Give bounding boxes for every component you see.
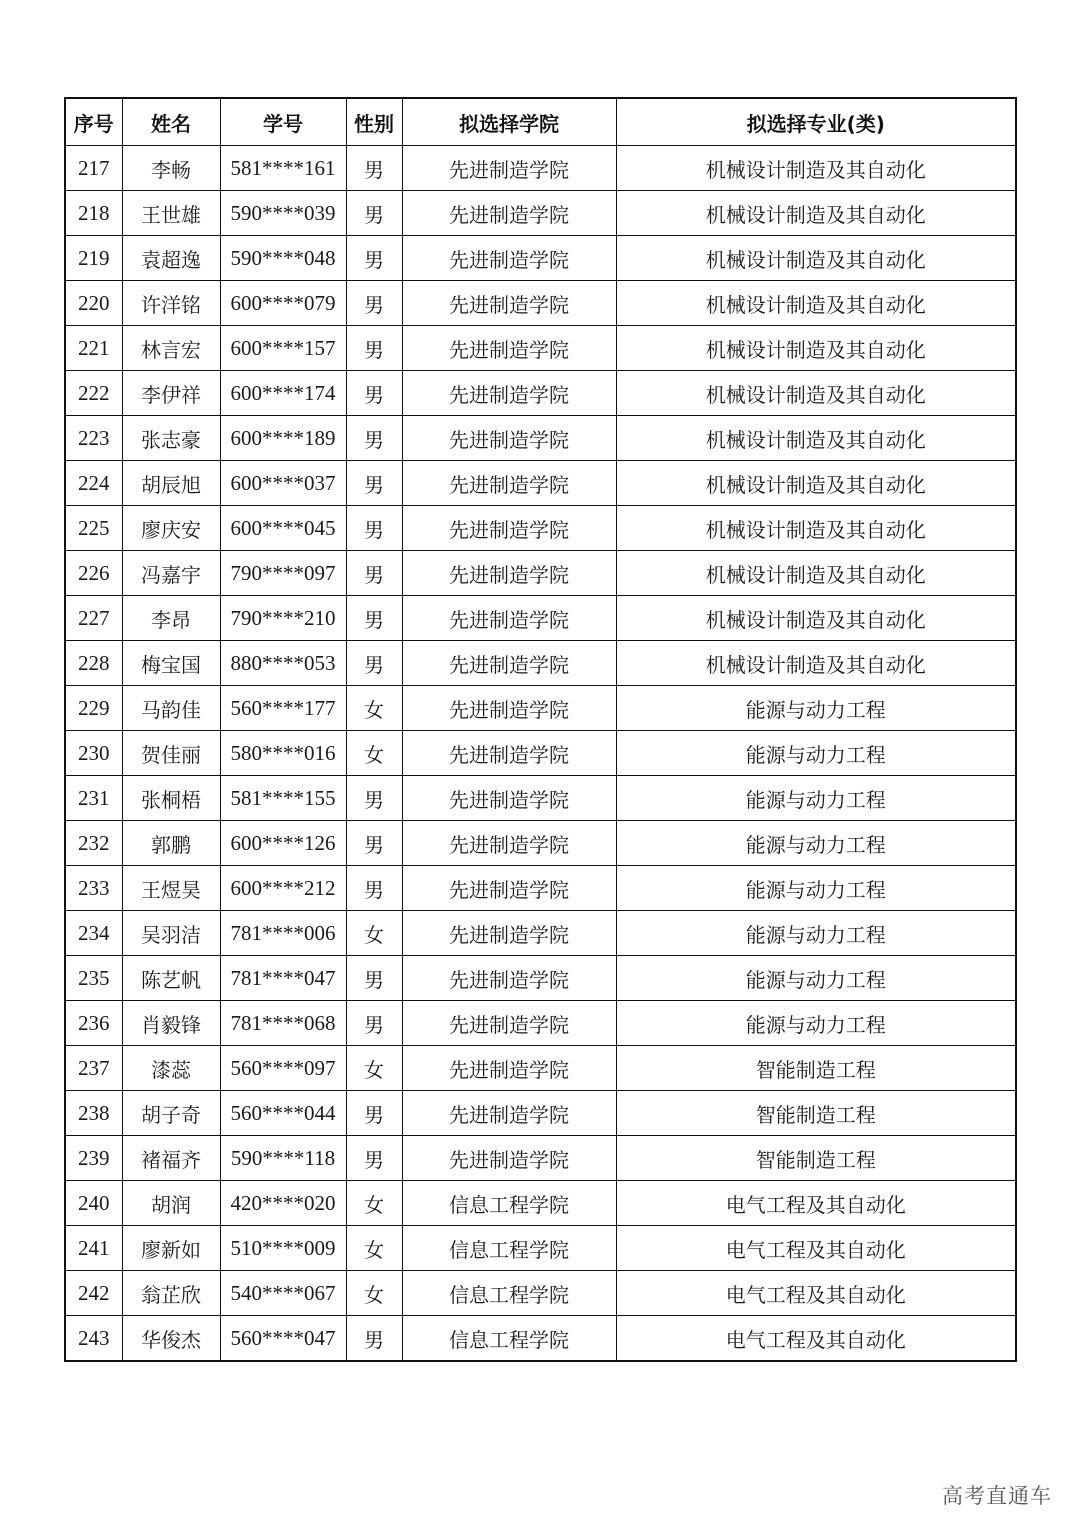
cell-student-id: 560****047 [220,1316,346,1362]
cell-college: 先进制造学院 [402,956,616,1001]
cell-major: 能源与动力工程 [616,866,1016,911]
cell-name: 张桐梧 [122,776,220,821]
cell-name: 李畅 [122,146,220,191]
cell-gender: 女 [346,1271,402,1316]
cell-college: 先进制造学院 [402,416,616,461]
cell-index: 225 [65,506,122,551]
cell-index: 217 [65,146,122,191]
cell-college: 先进制造学院 [402,506,616,551]
cell-name: 胡润 [122,1181,220,1226]
cell-index: 241 [65,1226,122,1271]
table-row [65,1136,1016,1181]
cell-college: 先进制造学院 [402,686,616,731]
cell-name: 郭鹏 [122,821,220,866]
cell-student-id: 580****016 [220,731,346,776]
cell-gender: 男 [346,506,402,551]
cell-index: 240 [65,1181,122,1226]
cell-college: 信息工程学院 [402,1181,616,1226]
table-row [65,731,1016,776]
cell-student-id: 581****161 [220,146,346,191]
cell-student-id: 781****068 [220,1001,346,1046]
cell-name: 许洋铭 [122,281,220,326]
cell-student-id: 590****048 [220,236,346,281]
cell-gender: 男 [346,191,402,236]
cell-student-id: 560****177 [220,686,346,731]
table-row [65,416,1016,461]
cell-name: 胡辰旭 [122,461,220,506]
cell-college: 先进制造学院 [402,1001,616,1046]
table-row [65,1046,1016,1091]
cell-student-id: 600****037 [220,461,346,506]
cell-student-id: 790****097 [220,551,346,596]
cell-gender: 男 [346,551,402,596]
cell-major: 机械设计制造及其自动化 [616,371,1016,416]
cell-index: 234 [65,911,122,956]
cell-index: 236 [65,1001,122,1046]
cell-student-id: 540****067 [220,1271,346,1316]
table-row [65,596,1016,641]
cell-college: 先进制造学院 [402,281,616,326]
cell-college: 先进制造学院 [402,641,616,686]
cell-college: 先进制造学院 [402,596,616,641]
cell-gender: 男 [346,956,402,1001]
cell-college: 先进制造学院 [402,461,616,506]
table-row [65,641,1016,686]
cell-major: 能源与动力工程 [616,1001,1016,1046]
cell-name: 王世雄 [122,191,220,236]
cell-name: 廖庆安 [122,506,220,551]
cell-student-id: 560****097 [220,1046,346,1091]
cell-index: 228 [65,641,122,686]
table-row [65,686,1016,731]
cell-student-id: 781****006 [220,911,346,956]
table-row [65,146,1016,191]
table-row [65,326,1016,371]
cell-index: 235 [65,956,122,1001]
table-row [65,371,1016,416]
cell-name: 华俊杰 [122,1316,220,1362]
header-major: 拟选择专业(类) [616,98,1016,146]
cell-student-id: 560****044 [220,1091,346,1136]
cell-index: 233 [65,866,122,911]
cell-name: 林言宏 [122,326,220,371]
cell-gender: 男 [346,821,402,866]
cell-gender: 男 [346,416,402,461]
cell-index: 238 [65,1091,122,1136]
table-row [65,911,1016,956]
cell-index: 218 [65,191,122,236]
cell-index: 229 [65,686,122,731]
cell-student-id: 600****045 [220,506,346,551]
cell-name: 张志豪 [122,416,220,461]
table-row [65,281,1016,326]
cell-college: 先进制造学院 [402,371,616,416]
cell-student-id: 600****079 [220,281,346,326]
cell-student-id: 600****157 [220,326,346,371]
header-index: 序号 [65,98,122,146]
table-row [65,1316,1016,1362]
cell-name: 袁超逸 [122,236,220,281]
cell-major: 机械设计制造及其自动化 [616,641,1016,686]
cell-gender: 男 [346,641,402,686]
table-header-row [65,98,1016,146]
cell-major: 机械设计制造及其自动化 [616,146,1016,191]
table-row [65,1001,1016,1046]
header-gender: 性别 [346,98,402,146]
header-name: 姓名 [122,98,220,146]
cell-gender: 男 [346,371,402,416]
cell-major: 智能制造工程 [616,1046,1016,1091]
cell-gender: 男 [346,1091,402,1136]
cell-major: 机械设计制造及其自动化 [616,416,1016,461]
cell-college: 先进制造学院 [402,1046,616,1091]
cell-college: 信息工程学院 [402,1271,616,1316]
cell-gender: 男 [346,776,402,821]
cell-college: 先进制造学院 [402,1091,616,1136]
cell-student-id: 790****210 [220,596,346,641]
header-college: 拟选择学院 [402,98,616,146]
cell-name: 王煜昊 [122,866,220,911]
cell-student-id: 600****174 [220,371,346,416]
watermark-text: 高考直通车 [942,1484,1052,1508]
table-row [65,1271,1016,1316]
cell-name: 李伊祥 [122,371,220,416]
cell-major: 能源与动力工程 [616,776,1016,821]
student-roster-table [64,97,1017,1362]
cell-index: 226 [65,551,122,596]
cell-index: 221 [65,326,122,371]
cell-index: 227 [65,596,122,641]
cell-major: 机械设计制造及其自动化 [616,326,1016,371]
table-body [65,146,1016,1362]
cell-name: 马韵佳 [122,686,220,731]
cell-gender: 男 [346,1136,402,1181]
cell-index: 222 [65,371,122,416]
cell-major: 机械设计制造及其自动化 [616,506,1016,551]
cell-gender: 男 [346,1316,402,1362]
cell-college: 先进制造学院 [402,911,616,956]
cell-index: 223 [65,416,122,461]
cell-gender: 男 [346,326,402,371]
table-row [65,236,1016,281]
cell-index: 237 [65,1046,122,1091]
cell-major: 能源与动力工程 [616,731,1016,776]
cell-college: 信息工程学院 [402,1226,616,1271]
cell-college: 先进制造学院 [402,326,616,371]
cell-name: 褚福齐 [122,1136,220,1181]
cell-college: 先进制造学院 [402,731,616,776]
table-row [65,821,1016,866]
cell-name: 吴羽洁 [122,911,220,956]
cell-gender: 男 [346,236,402,281]
cell-index: 243 [65,1316,122,1362]
cell-gender: 女 [346,1181,402,1226]
cell-major: 能源与动力工程 [616,911,1016,956]
cell-major: 电气工程及其自动化 [616,1181,1016,1226]
cell-index: 232 [65,821,122,866]
table-row [65,461,1016,506]
cell-major: 机械设计制造及其自动化 [616,461,1016,506]
table-row [65,1091,1016,1136]
cell-gender: 女 [346,1046,402,1091]
cell-college: 先进制造学院 [402,866,616,911]
table-row [65,1226,1016,1271]
cell-student-id: 590****039 [220,191,346,236]
cell-major: 能源与动力工程 [616,821,1016,866]
cell-college: 先进制造学院 [402,821,616,866]
cell-name: 冯嘉宇 [122,551,220,596]
cell-name: 翁芷欣 [122,1271,220,1316]
cell-student-id: 581****155 [220,776,346,821]
cell-college: 先进制造学院 [402,236,616,281]
cell-student-id: 510****009 [220,1226,346,1271]
cell-name: 胡子奇 [122,1091,220,1136]
cell-gender: 女 [346,731,402,776]
cell-student-id: 600****126 [220,821,346,866]
cell-student-id: 781****047 [220,956,346,1001]
cell-major: 能源与动力工程 [616,956,1016,1001]
cell-gender: 男 [346,461,402,506]
cell-name: 陈艺帆 [122,956,220,1001]
cell-name: 贺佳丽 [122,731,220,776]
cell-college: 信息工程学院 [402,1316,616,1362]
table-row [65,956,1016,1001]
cell-gender: 男 [346,146,402,191]
table-row [65,506,1016,551]
cell-name: 漆蕊 [122,1046,220,1091]
cell-major: 机械设计制造及其自动化 [616,191,1016,236]
cell-major: 智能制造工程 [616,1136,1016,1181]
header-student-id: 学号 [220,98,346,146]
cell-student-id: 420****020 [220,1181,346,1226]
cell-name: 李昂 [122,596,220,641]
cell-college: 先进制造学院 [402,1136,616,1181]
cell-student-id: 880****053 [220,641,346,686]
cell-name: 廖新如 [122,1226,220,1271]
cell-major: 机械设计制造及其自动化 [616,281,1016,326]
cell-gender: 女 [346,686,402,731]
cell-major: 机械设计制造及其自动化 [616,551,1016,596]
cell-gender: 男 [346,1001,402,1046]
table-row [65,551,1016,596]
table-row [65,776,1016,821]
cell-name: 肖毅锋 [122,1001,220,1046]
cell-index: 239 [65,1136,122,1181]
cell-major: 能源与动力工程 [616,686,1016,731]
cell-index: 242 [65,1271,122,1316]
cell-gender: 男 [346,866,402,911]
cell-college: 先进制造学院 [402,191,616,236]
cell-index: 224 [65,461,122,506]
cell-major: 智能制造工程 [616,1091,1016,1136]
cell-name: 梅宝国 [122,641,220,686]
cell-student-id: 590****118 [220,1136,346,1181]
cell-gender: 女 [346,911,402,956]
table-row [65,1181,1016,1226]
cell-college: 先进制造学院 [402,776,616,821]
cell-major: 机械设计制造及其自动化 [616,596,1016,641]
cell-index: 231 [65,776,122,821]
table-row [65,866,1016,911]
table-row [65,191,1016,236]
cell-gender: 男 [346,596,402,641]
cell-major: 机械设计制造及其自动化 [616,236,1016,281]
cell-gender: 女 [346,1226,402,1271]
cell-college: 先进制造学院 [402,146,616,191]
cell-student-id: 600****212 [220,866,346,911]
cell-student-id: 600****189 [220,416,346,461]
cell-major: 电气工程及其自动化 [616,1271,1016,1316]
cell-index: 230 [65,731,122,776]
cell-index: 219 [65,236,122,281]
cell-major: 电气工程及其自动化 [616,1316,1016,1362]
cell-college: 先进制造学院 [402,551,616,596]
cell-gender: 男 [346,281,402,326]
cell-major: 电气工程及其自动化 [616,1226,1016,1271]
cell-index: 220 [65,281,122,326]
